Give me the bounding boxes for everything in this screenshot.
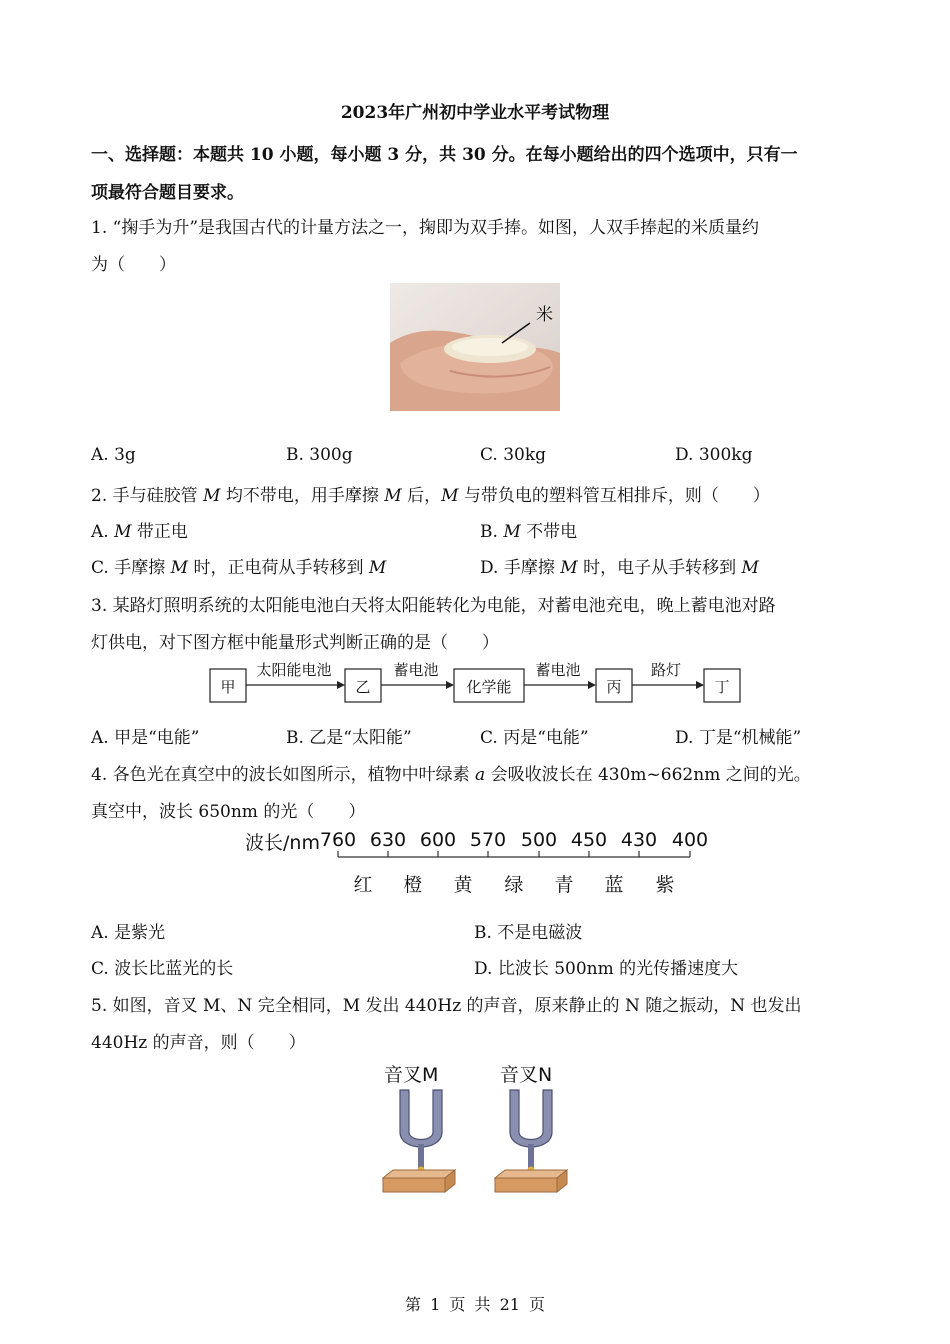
tuning-fork-n-icon: [495, 1090, 567, 1192]
page-number: 1: [430, 1295, 441, 1314]
color-yellow: 黄: [453, 874, 473, 896]
color-violet: 紫: [655, 874, 675, 896]
tick-430: 430: [620, 829, 658, 851]
color-red: 红: [353, 874, 373, 896]
box-label-bing: 丙: [606, 678, 622, 696]
color-blue: 蓝: [604, 874, 624, 896]
arrow-label-solar-cell: 太阳能电池: [256, 661, 332, 679]
q3-option-b: B. 乙是“太阳能”: [286, 728, 412, 748]
q1-option-a: A. 3g: [91, 445, 136, 465]
tuning-fork-m-icon: [383, 1090, 455, 1192]
page-title: 2023年广州初中学业水平考试物理: [340, 103, 610, 123]
q5-stem-line2: 440Hz 的声音，则（ ）: [91, 1033, 306, 1053]
wavelength-scale: [240, 825, 720, 900]
box-label-jia: 甲: [220, 678, 236, 696]
tick-630: 630: [369, 829, 407, 851]
tick-400: 400: [671, 829, 709, 851]
total-pages: 21: [499, 1295, 520, 1314]
q4-stem-line2: 真空中，波长 650nm 的光（ ）: [91, 802, 366, 822]
energy-flow-diagram: [205, 655, 750, 707]
q5-stem-line1: 5. 如图，音叉 M、N 完全相同，M 发出 440Hz 的声音，原来静止的 N 随之振动，N 也发出: [91, 996, 802, 1016]
q2-option-d: D. 手摩擦 M 时，电子从手转移到 M: [480, 558, 759, 578]
color-green: 绿: [504, 874, 524, 896]
tick-500: 500: [520, 829, 558, 851]
axis-label: 波长/nm: [245, 832, 320, 854]
q2-option-a: A. M 带正电: [91, 522, 188, 542]
page-footer: 第 1 页 共 21 页: [404, 1295, 546, 1314]
q3-option-a: A. 甲是“电能”: [91, 728, 200, 748]
q3-stem-line1: 3. 某路灯照明系统的太阳能电池白天将太阳能转化为电能，对蓄电池充电，晚上蓄电池对路: [91, 596, 776, 616]
arrow-label-streetlight: 路灯: [650, 661, 682, 679]
rice-label: 米: [536, 305, 553, 325]
q4-option-a: A. 是紫光: [91, 923, 166, 943]
q1-option-c: C. 30kg: [480, 445, 547, 465]
fork-label-n: 音叉N: [500, 1064, 553, 1086]
tick-760: 760: [319, 829, 357, 851]
q4-stem-line1: 4. 各色光在真空中的波长如图所示，植物中叶绿素 a 会吸收波长在 430m~662nm 之间的光。: [91, 765, 811, 785]
q1-option-d: D. 300kg: [675, 445, 753, 465]
q2-option-c: C. 手摩擦 M 时，正电荷从手转移到 M: [91, 558, 387, 578]
box-label-chemical: 化学能: [466, 678, 512, 696]
fork-label-m: 音叉M: [384, 1064, 439, 1086]
q2-stem: 2. 手与硅胶管 M 均不带电，用手摩擦 M 后，M 与带负电的塑料管互相排斥，则（ ）: [91, 486, 770, 506]
q2-option-b: B. M 不带电: [480, 522, 578, 542]
tick-570: 570: [469, 829, 507, 851]
arrow-label-battery-1: 蓄电池: [393, 661, 439, 679]
q1-option-b: B. 300g: [286, 445, 353, 465]
tick-450: 450: [570, 829, 608, 851]
box-label-yi: 乙: [355, 678, 371, 696]
tick-600: 600: [419, 829, 457, 851]
q3-option-d: D. 丁是“机械能”: [675, 728, 802, 748]
q4-option-c: C. 波长比蓝光的长: [91, 959, 234, 979]
box-label-ding: 丁: [714, 678, 730, 696]
q4-option-d: D. 比波长 500nm 的光传播速度大: [474, 959, 739, 979]
q3-option-c: C. 丙是“电能”: [480, 728, 589, 748]
section-heading-line1: 一、选择题：本题共 10 小题，每小题 3 分，共 30 分。在每小题给出的四个选项中，只有一: [91, 145, 798, 165]
arrow-label-battery-2: 蓄电池: [535, 661, 581, 679]
section-heading-line2: 项最符合题目要求。: [91, 183, 244, 203]
q1-stem-line1: 1. “掬手为升”是我国古代的计量方法之一，掬即为双手捧。如图，人双手捧起的米质量约: [91, 218, 760, 238]
color-cyan: 青: [554, 874, 574, 896]
tuning-forks-figure: [375, 1058, 585, 1198]
q1-stem-line2: 为（ ）: [91, 255, 176, 275]
q4-option-b: B. 不是电磁波: [474, 923, 583, 943]
hands-rice-image: [390, 283, 560, 411]
q3-stem-line2: 灯供电，对下图方框中能量形式判断正确的是（ ）: [91, 633, 499, 653]
color-orange: 橙: [403, 874, 423, 896]
